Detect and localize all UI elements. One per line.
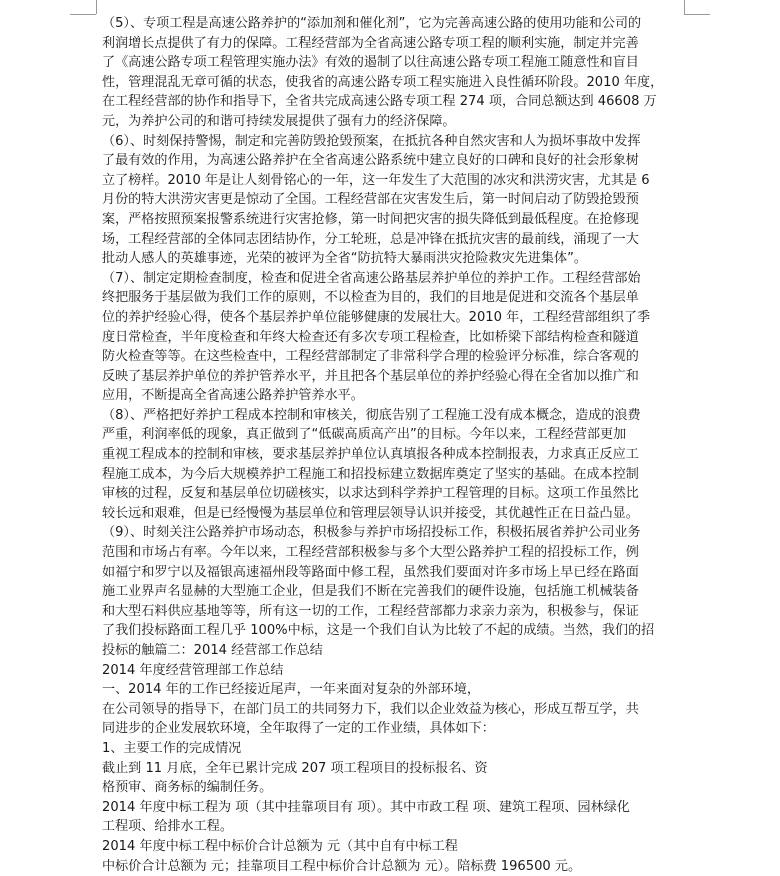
text-line: （9）、时刻关注公路养护市场动态，积极参与养护市场招投标工作，积极拓展省养护公司业务 — [102, 525, 641, 541]
text-line: 应用，不断提高全省高速公路养护管养水平。 — [102, 388, 364, 404]
text-line: 在公司领导的指导下，在部门员工的共同努力下，我们以企业效益为核心，形成互帮互学，共 — [102, 701, 639, 717]
text-line: 性，管理混乱无章可循的状态，使我省的高速公路专项工程实施进入良性循环阶段。2010 年度， — [102, 74, 664, 90]
text-line: 利润增长点提供了有力的保障。工程经营部为全省高速公路专项工程的顺利实施，制定并完善 — [102, 35, 639, 51]
text-line: 终把服务于基层做为我们工作的原则，不以检查为目的，我们的目地是促进和交流各个基层单 — [102, 290, 639, 306]
text-line: 和大型石料供应基地等等，所有这一切的工作，工程经营部都力求亲力亲为，积极参与，保证 — [102, 603, 639, 619]
text-line: 重视工程成本的控制和审核，要求基层养护单位认真填报各种成本控制报表，力求真正反应工 — [102, 447, 639, 463]
text-line: 2014 年度中标工程为 项（其中挂靠项目有 项）。其中市政工程 项、建筑工程项、园林绿化 — [102, 799, 630, 815]
text-line: 案，严格按照预案报警系统进行灾害抢修，第一时间把灾害的损失降低到最低程度。在抢修现 — [102, 211, 639, 227]
text-line: （5）、专项工程是高速公路养护的“添加剂和催化剂”，它为完善高速公路的使用功能和公司的 — [102, 16, 642, 31]
text-line: 范围和市场占有率。今年以来，工程经营部积极参与多个大型公路养护工程的招投标工作，例 — [102, 545, 639, 561]
crop-mark-top-left-v — [96, 0, 97, 14]
text-line: 位的养护经验心得，使各个基层养护单位能够健康的发展壮大。2010 年，工程经营部组织了季 — [102, 309, 651, 325]
text-line: 较长远和艰难，但是已经慢慢为基层单位和管理层领导认识并接受，其优越性正在日益凸显。 — [102, 505, 639, 521]
text-line: 工程项、给排水工程。 — [102, 819, 233, 835]
text-line: 施工业界声名显赫的大型施工企业，但是我们不断在完善我们的硬件设施，包括施工机械装备 — [102, 584, 639, 600]
text-line: 元，为养护公司的和谐可持续发展提供了强有力的经济保障。 — [102, 113, 456, 129]
text-line: （7）、制定定期检查制度，检查和促进全省高速公路基层养护单位的养护工作。工程经营部始 — [102, 270, 641, 286]
crop-mark-top-right-h — [684, 14, 710, 15]
text-line: （8）、严格把好养护工程成本控制和审核关，彻底告别了工程施工没有成本概念，造成的浪费 — [102, 407, 641, 423]
text-line: 一、2014 年的工作已经接近尾声，一年来面对复杂的外部环境， — [102, 682, 480, 698]
text-line: 了最有效的作用，为高速公路养护在全省高速公路系统中建立良好的口碑和良好的社会形象树 — [102, 153, 639, 169]
text-line: 格预审、商务标的编制任务。 — [102, 780, 273, 796]
text-line: 月份的特大洪涝灾害更是惊动了全国。工程经营部在灾害发生后，第一时间启动了防毁抢毁预 — [102, 192, 639, 208]
text-line: 反映了基层养护单位的养护管养水平，并且把各个基层单位的养护经验心得在全省加以推广和 — [102, 368, 639, 384]
text-line: 程施工成本，为今后大规模养护工程施工和招投标建立数据库奠定了坚实的基础。在成本控制 — [102, 466, 639, 482]
text-line: 同进步的企业发展软环境，全年取得了一定的工作业绩，具体如下： — [102, 721, 495, 737]
body-text — [102, 14, 682, 876]
text-line: 严重，利润率低的现象，真正做到了“低碳高质高产出”的目标。今年以来，工程经营部更加 — [102, 427, 627, 443]
text-line: 场，工程经营部的全体同志团结协作，分工轮班，总是冲锋在抵抗灾害的最前线，涌现了一大 — [102, 231, 639, 247]
text-line: 批动人感人的英雄事迹，光荣的被评为全省“防抗特大暴雨洪灾抢险救灾先进集体”。 — [102, 251, 587, 267]
text-line: 度日常检查，半年度检查和年终大检查还有多次专项工程检查，比如桥梁下部结构检查和隧道 — [102, 329, 639, 345]
text-line: 了《高速公路专项工程管理实施办法》有效的遏制了以往高速公路专项工程施工随意性和盲目 — [102, 55, 639, 71]
section-title: 2014 年度经营管理部工作总结 — [102, 662, 284, 678]
text-line: 2014 年度中标工程中标价合计总额为 元（其中自有中标工程 — [102, 838, 458, 854]
text-line: 审核的过程，反复和基层单位切磋核实，以求达到科学养护工程管理的目标。这项工作虽然比 — [102, 486, 639, 502]
text-line: 如福宁和罗宁以及福银高速福州段等路面中修工程，虽然我们要面对许多市场上早已经在路面 — [102, 564, 639, 580]
crop-mark-top-left-h — [70, 14, 96, 15]
crop-mark-top-right-v — [684, 0, 685, 14]
text-line: 防火检查等等。在这些检查中，工程经营部制定了非常科学合理的检验评分标准，综合客观的 — [102, 349, 639, 365]
text-line: （6）、时刻保持警惕，制定和完善防毁抢毁预案，在抵抗各种自然灾害和人为损坏事故中发挥 — [102, 133, 641, 149]
text-line: 投标的触篇二：2014 经营部工作总结 — [102, 643, 323, 658]
subsection-heading: 1、主要工作的完成情况 — [102, 740, 242, 756]
text-line: 立了榜样。2010 年是让人刻骨铭心的一年，这一年发生了大范围的冰灾和洪涝灾害，尤其是 6 — [102, 172, 650, 188]
text-line: 在工程经营部的协作和指导下，全省共完成高速公路专项工程 274 项，合同总额达到 46608 万 — [102, 94, 657, 110]
text-line: 了我们投标路面工程几乎 100%中标，这是一个我们自认为比较了不起的成绩。当然，我们的招 — [102, 623, 655, 639]
text-line: 中标价合计总额为 元；挂靠项目工程中标价合计总额为 元）。陪标费 196500 元。 — [102, 858, 582, 874]
text-line: 截止到 11 月底，全年已累计完成 207 项工程项目的投标报名、资 — [102, 760, 488, 776]
